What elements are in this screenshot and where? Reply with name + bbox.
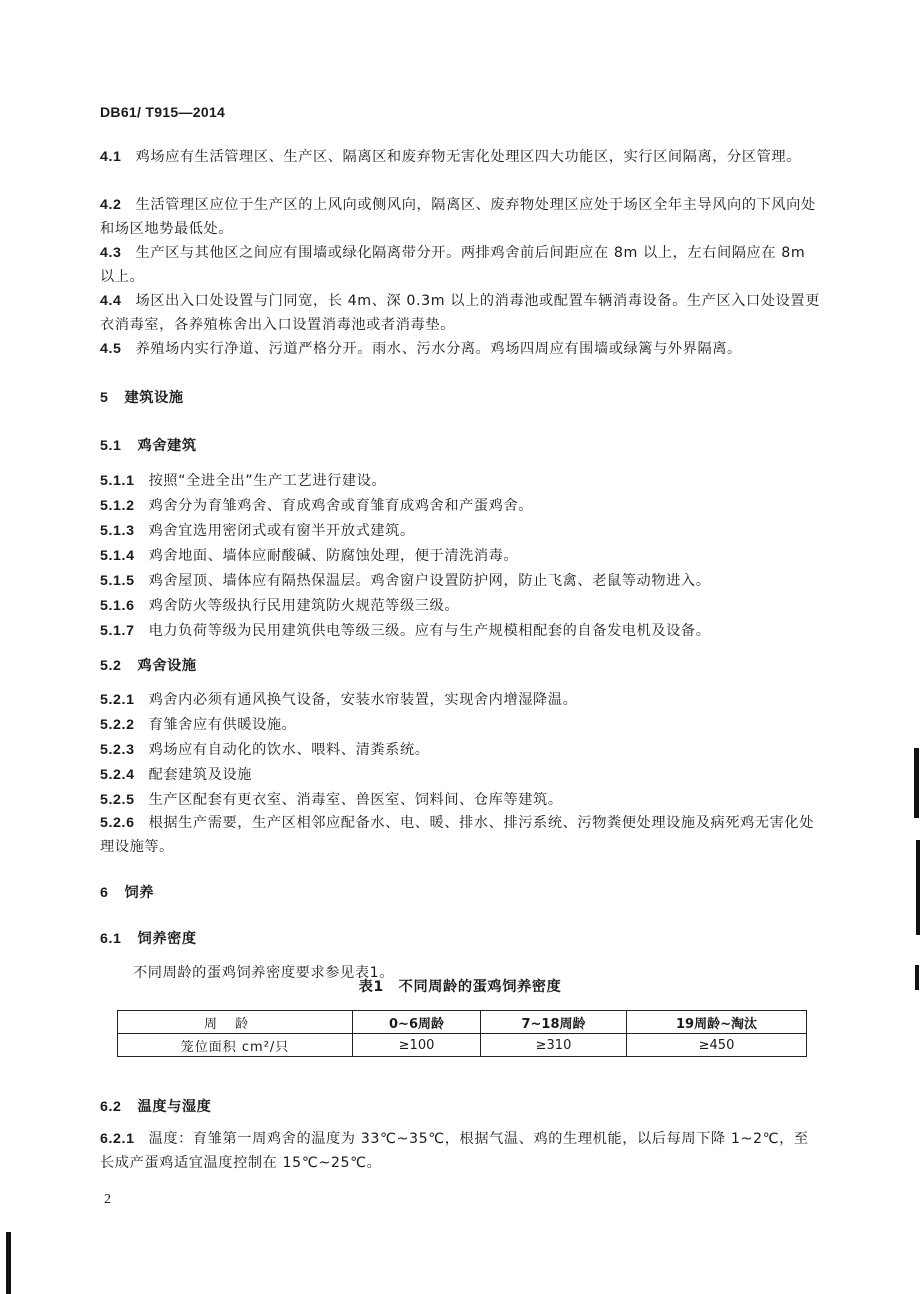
scan-edge-mark <box>916 840 920 935</box>
clause-5-1-5 <box>100 569 820 593</box>
clause-6-2-1 <box>100 1127 820 1175</box>
scan-edge-mark <box>6 1232 11 1294</box>
clause-number: 5.1.7 <box>100 623 135 639</box>
clause-text: 养殖场内实行净道、污道严格分开。雨水、污水分离。鸡场四周应有围墙或绿篱与外界隔离。 <box>135 341 742 357</box>
clause-number: 6.2.1 <box>100 1131 135 1147</box>
clause-number: 5.2.1 <box>100 692 135 708</box>
section-5-heading <box>100 387 184 407</box>
section-number: 6 <box>100 885 109 901</box>
clause-number: 4.4 <box>100 293 122 309</box>
section-6-1-intro: 不同周龄的蛋鸡饲养密度要求参见表1。 <box>133 965 395 981</box>
clause-number: 4.2 <box>100 197 122 213</box>
clause-text: 鸡舍宜选用密闭式或有窗半开放式建筑。 <box>148 523 415 539</box>
clause-text: 鸡舍防火等级执行民用建筑防火规范等级三级。 <box>148 598 460 614</box>
table-row <box>118 1034 807 1057</box>
clause-text: 鸡舍内必须有通风换气设备，安装水帘装置，实现舍内增湿降温。 <box>148 692 578 708</box>
section-6-2-heading <box>100 1096 211 1116</box>
clause-text: 育雏舍应有供暖设施。 <box>148 717 297 733</box>
clause-5-2-6 <box>100 811 820 859</box>
clause-text: 按照“全进全出”生产工艺进行建设。 <box>148 473 387 489</box>
header-cell-age: 周龄 <box>118 1011 353 1034</box>
clause-5-1-7 <box>100 619 820 643</box>
section-title: 饲养 <box>124 885 155 901</box>
section-number: 5.1 <box>100 438 122 454</box>
clause-4-3 <box>100 241 820 289</box>
section-6-1-heading <box>100 928 197 948</box>
clause-number: 5.1.2 <box>100 498 135 514</box>
clause-4-5 <box>100 337 820 361</box>
table-1-caption: 表1 不同周龄的蛋鸡饲养密度 <box>358 979 562 995</box>
clause-number: 5.2.2 <box>100 717 135 733</box>
clause-4-1 <box>100 145 820 169</box>
clause-number: 4.3 <box>100 245 122 261</box>
clause-5-2-5 <box>100 788 820 812</box>
clause-5-1-1 <box>100 469 820 493</box>
section-number: 5 <box>100 390 109 406</box>
header-cell-19-cull: 19周龄~淘汰 <box>627 1011 807 1034</box>
clause-number: 5.2.5 <box>100 792 135 808</box>
clause-text: 温度：育雏第一周鸡舍的温度为 33℃~35℃，根据气温、鸡的生理机能，以后每周下降 1~2℃，至长成产蛋鸡适宜温度控制在 15℃~25℃。 <box>100 1131 809 1171</box>
page-number: 2 <box>104 1192 111 1207</box>
scan-edge-mark <box>914 748 919 818</box>
clause-number: 4.1 <box>100 149 122 165</box>
table-header-row <box>118 1011 807 1034</box>
clause-number: 4.5 <box>100 341 122 357</box>
section-title: 鸡舍建筑 <box>137 438 197 454</box>
clause-number: 5.1.4 <box>100 548 135 564</box>
clause-5-2-3 <box>100 738 820 762</box>
clause-5-2-4 <box>100 763 820 787</box>
clause-text: 鸡舍屋顶、墙体应有隔热保温层。鸡舍窗户设置防护网，防止飞禽、老鼠等动物进入。 <box>148 573 711 589</box>
cell-value: ≥310 <box>480 1034 626 1057</box>
cell-value: ≥450 <box>627 1034 807 1057</box>
clause-5-1-6 <box>100 594 820 618</box>
section-number: 5.2 <box>100 658 122 674</box>
clause-text: 生活管理区应位于生产区的上风向或侧风向，隔离区、废弃物处理区应处于场区全年主导风向的下风向处和场区地势最低处。 <box>100 197 816 237</box>
section-title: 鸡舍设施 <box>137 658 197 674</box>
clause-4-2 <box>100 193 820 241</box>
clause-text: 场区出入口处设置与门同宽，长 4m、深 0.3m 以上的消毒池或配置车辆消毒设备。生产区入口处设置更衣消毒室，各养殖栋舍出入口设置消毒池或者消毒垫。 <box>100 293 820 333</box>
section-5-2-heading <box>100 655 197 675</box>
clause-number: 5.1.6 <box>100 598 135 614</box>
clause-text: 鸡场应有生活管理区、生产区、隔离区和废弃物无害化处理区四大功能区，实行区间隔离，分区管理。 <box>135 149 801 165</box>
clause-text: 鸡舍分为育雏鸡舍、育成鸡舍或育雏育成鸡舍和产蛋鸡舍。 <box>148 498 534 514</box>
clause-number: 5.1.1 <box>100 473 135 489</box>
header-cell-0-6: 0~6周龄 <box>353 1011 481 1034</box>
section-6-heading <box>100 882 154 902</box>
table-1-density <box>117 1010 807 1057</box>
header-cell-7-18: 7~18周龄 <box>480 1011 626 1034</box>
clause-5-1-4 <box>100 544 820 568</box>
section-title: 饲养密度 <box>137 931 197 947</box>
clause-number: 5.2.3 <box>100 742 135 758</box>
clause-5-1-3 <box>100 519 820 543</box>
row-label-cage-area: 笼位面积 cm²/只 <box>118 1034 353 1057</box>
section-title: 温度与湿度 <box>137 1099 212 1115</box>
clause-number: 5.2.6 <box>100 815 135 831</box>
clause-4-4 <box>100 289 820 337</box>
section-title: 建筑设施 <box>124 390 184 406</box>
standard-code-header: DB61/ T915—2014 <box>100 104 226 120</box>
clause-number: 5.1.3 <box>100 523 135 539</box>
section-5-1-heading <box>100 435 197 455</box>
clause-text: 生产区配套有更衣室、消毒室、兽医室、饲料间、仓库等建筑。 <box>148 792 563 808</box>
clause-text: 鸡舍地面、墙体应耐酸碱、防腐蚀处理，便于清洗消毒。 <box>148 548 519 564</box>
scan-edge-mark <box>915 965 919 990</box>
section-number: 6.2 <box>100 1099 122 1115</box>
clause-5-2-2 <box>100 713 820 737</box>
clause-text: 鸡场应有自动化的饮水、喂料、清粪系统。 <box>148 742 430 758</box>
clause-5-1-2 <box>100 494 820 518</box>
clause-text: 根据生产需要，生产区相邻应配备水、电、暖、排水、排污系统、污物粪便处理设施及病死鸡无害化处理设施等。 <box>100 815 815 855</box>
section-number: 6.1 <box>100 931 122 947</box>
clause-text: 配套建筑及设施 <box>148 767 253 783</box>
clause-text: 生产区与其他区之间应有围墙或绿化隔离带分开。两排鸡舍前后间距应在 8m 以上，左右间隔应在 8m 以上。 <box>100 245 806 285</box>
clause-number: 5.2.4 <box>100 767 135 783</box>
clause-number: 5.1.5 <box>100 573 135 589</box>
cell-value: ≥100 <box>353 1034 481 1057</box>
clause-5-2-1 <box>100 688 820 712</box>
clause-text: 电力负荷等级为民用建筑供电等级三级。应有与生产规模相配套的自备发电机及设备。 <box>148 623 711 639</box>
